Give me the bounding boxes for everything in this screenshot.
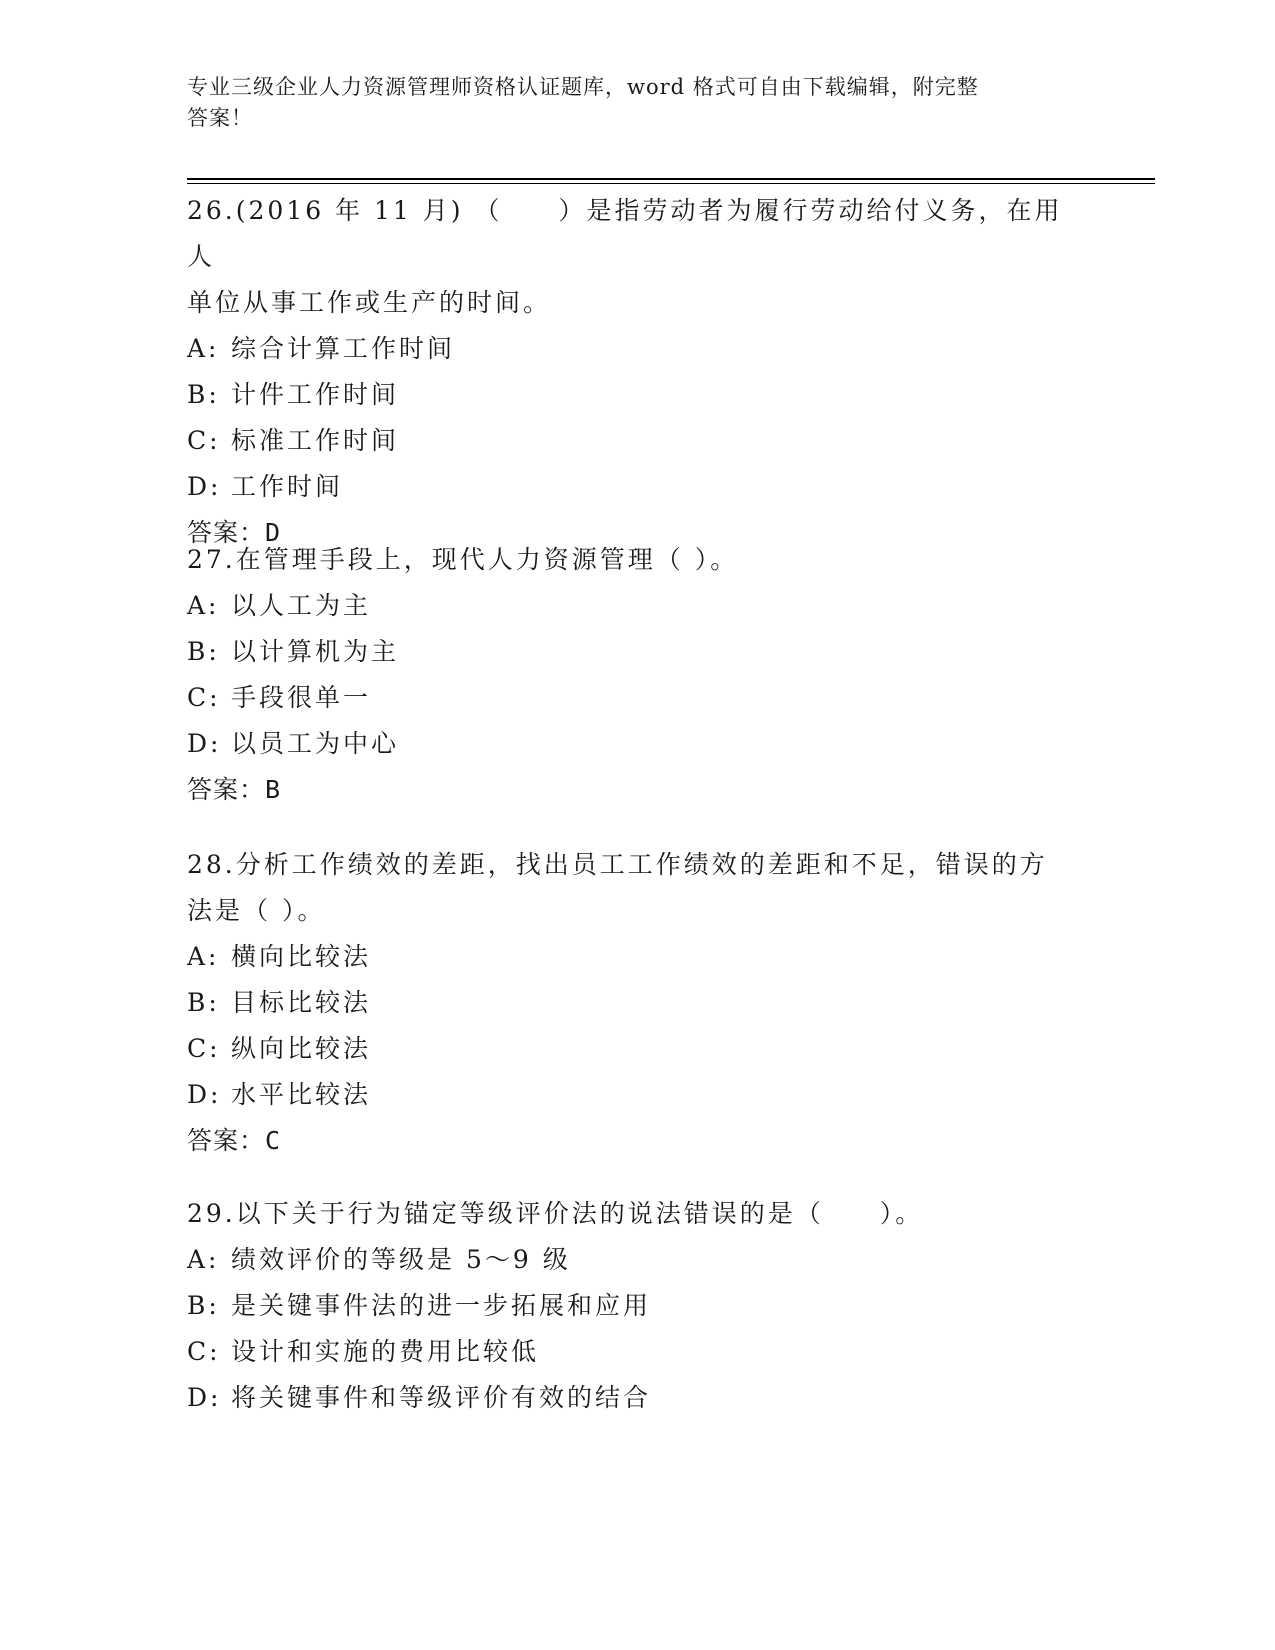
option-letter: C: xyxy=(187,1337,221,1366)
option-b xyxy=(187,1283,1087,1329)
question-27 xyxy=(187,537,1087,813)
option-c xyxy=(187,1329,1087,1375)
option-text: 目标比较法 xyxy=(231,988,372,1017)
option-a xyxy=(187,934,1087,980)
option-c xyxy=(187,1026,1087,1072)
option-a xyxy=(187,1237,1087,1283)
option-d xyxy=(187,464,1087,510)
option-text: 将关键事件和等级评价有效的结合 xyxy=(231,1383,652,1412)
option-letter: D: xyxy=(187,1383,222,1412)
option-letter: C: xyxy=(187,683,221,712)
answer-value: B xyxy=(265,775,282,804)
question-stem-line-2: 法是（ ）。 xyxy=(187,896,326,925)
option-c xyxy=(187,675,1087,721)
option-text: 绩效评价的等级是 5～9 级 xyxy=(231,1245,571,1274)
option-letter: A: xyxy=(187,334,220,363)
question-stem-line-1: 28.分析工作绩效的差距，找出员工工作绩效的差距和不足，错误的方 xyxy=(187,850,1048,879)
option-text: 计件工作时间 xyxy=(231,380,400,409)
option-letter: B: xyxy=(187,1291,220,1320)
option-letter: B: xyxy=(187,988,220,1017)
header-divider-thin xyxy=(187,183,1155,184)
answer-label: 答案： xyxy=(187,775,266,804)
option-a xyxy=(187,583,1087,629)
option-text: 纵向比较法 xyxy=(231,1034,372,1063)
option-letter: D: xyxy=(187,1080,222,1109)
option-letter: C: xyxy=(187,426,221,455)
answer-line xyxy=(187,1118,1087,1164)
option-letter: A: xyxy=(187,942,220,971)
question-stem-line-1: 27.在管理手段上，现代人力资源管理（ ）。 xyxy=(187,545,739,574)
option-text: 工作时间 xyxy=(231,472,344,501)
option-letter: B: xyxy=(187,380,220,409)
option-b xyxy=(187,980,1087,1026)
option-text: 设计和实施的费用比较低 xyxy=(231,1337,540,1366)
option-text: 标准工作时间 xyxy=(231,426,400,455)
header-divider-thick xyxy=(187,178,1155,180)
option-b xyxy=(187,629,1087,675)
question-stem-line-1: 29.以下关于行为锚定等级评价法的说法错误的是（ ）。 xyxy=(187,1199,924,1228)
header-line-2: 答案！ xyxy=(187,106,253,130)
option-letter: A: xyxy=(187,591,220,620)
question-29 xyxy=(187,1191,1087,1421)
answer-label: 答案： xyxy=(187,1126,266,1155)
header-line-1: 专业三级企业人力资源管理师资格认证题库，word 格式可自由下载编辑，附完整 xyxy=(187,75,979,99)
option-text: 以计算机为主 xyxy=(231,637,400,666)
option-letter: D: xyxy=(187,472,222,501)
option-d xyxy=(187,721,1087,767)
option-b xyxy=(187,372,1087,418)
option-text: 综合计算工作时间 xyxy=(231,334,456,363)
option-letter: D: xyxy=(187,729,222,758)
option-text: 以员工为中心 xyxy=(231,729,400,758)
option-text: 横向比较法 xyxy=(231,942,372,971)
answer-line xyxy=(187,767,1087,813)
answer-value: D xyxy=(265,518,282,547)
question-stem-line-1: 26.(2016 年 11 月) （ ）是指劳动者为履行劳动给付义务，在用人 xyxy=(187,196,1063,271)
option-letter: C: xyxy=(187,1034,221,1063)
option-letter: B: xyxy=(187,637,220,666)
question-26 xyxy=(187,188,1087,556)
option-d xyxy=(187,1375,1087,1421)
option-a xyxy=(187,326,1087,372)
option-text: 以人工为主 xyxy=(231,591,372,620)
option-d xyxy=(187,1072,1087,1118)
answer-label: 答案： xyxy=(187,518,266,547)
question-28 xyxy=(187,842,1087,1164)
question-stem-line-2: 单位从事工作或生产的时间。 xyxy=(187,288,552,317)
option-text: 水平比较法 xyxy=(231,1080,372,1109)
option-c xyxy=(187,418,1087,464)
document-header xyxy=(187,72,1067,134)
option-text: 是关键事件法的进一步拓展和应用 xyxy=(231,1291,652,1320)
option-text: 手段很单一 xyxy=(231,683,372,712)
answer-value: C xyxy=(265,1126,282,1155)
option-letter: A: xyxy=(187,1245,220,1274)
